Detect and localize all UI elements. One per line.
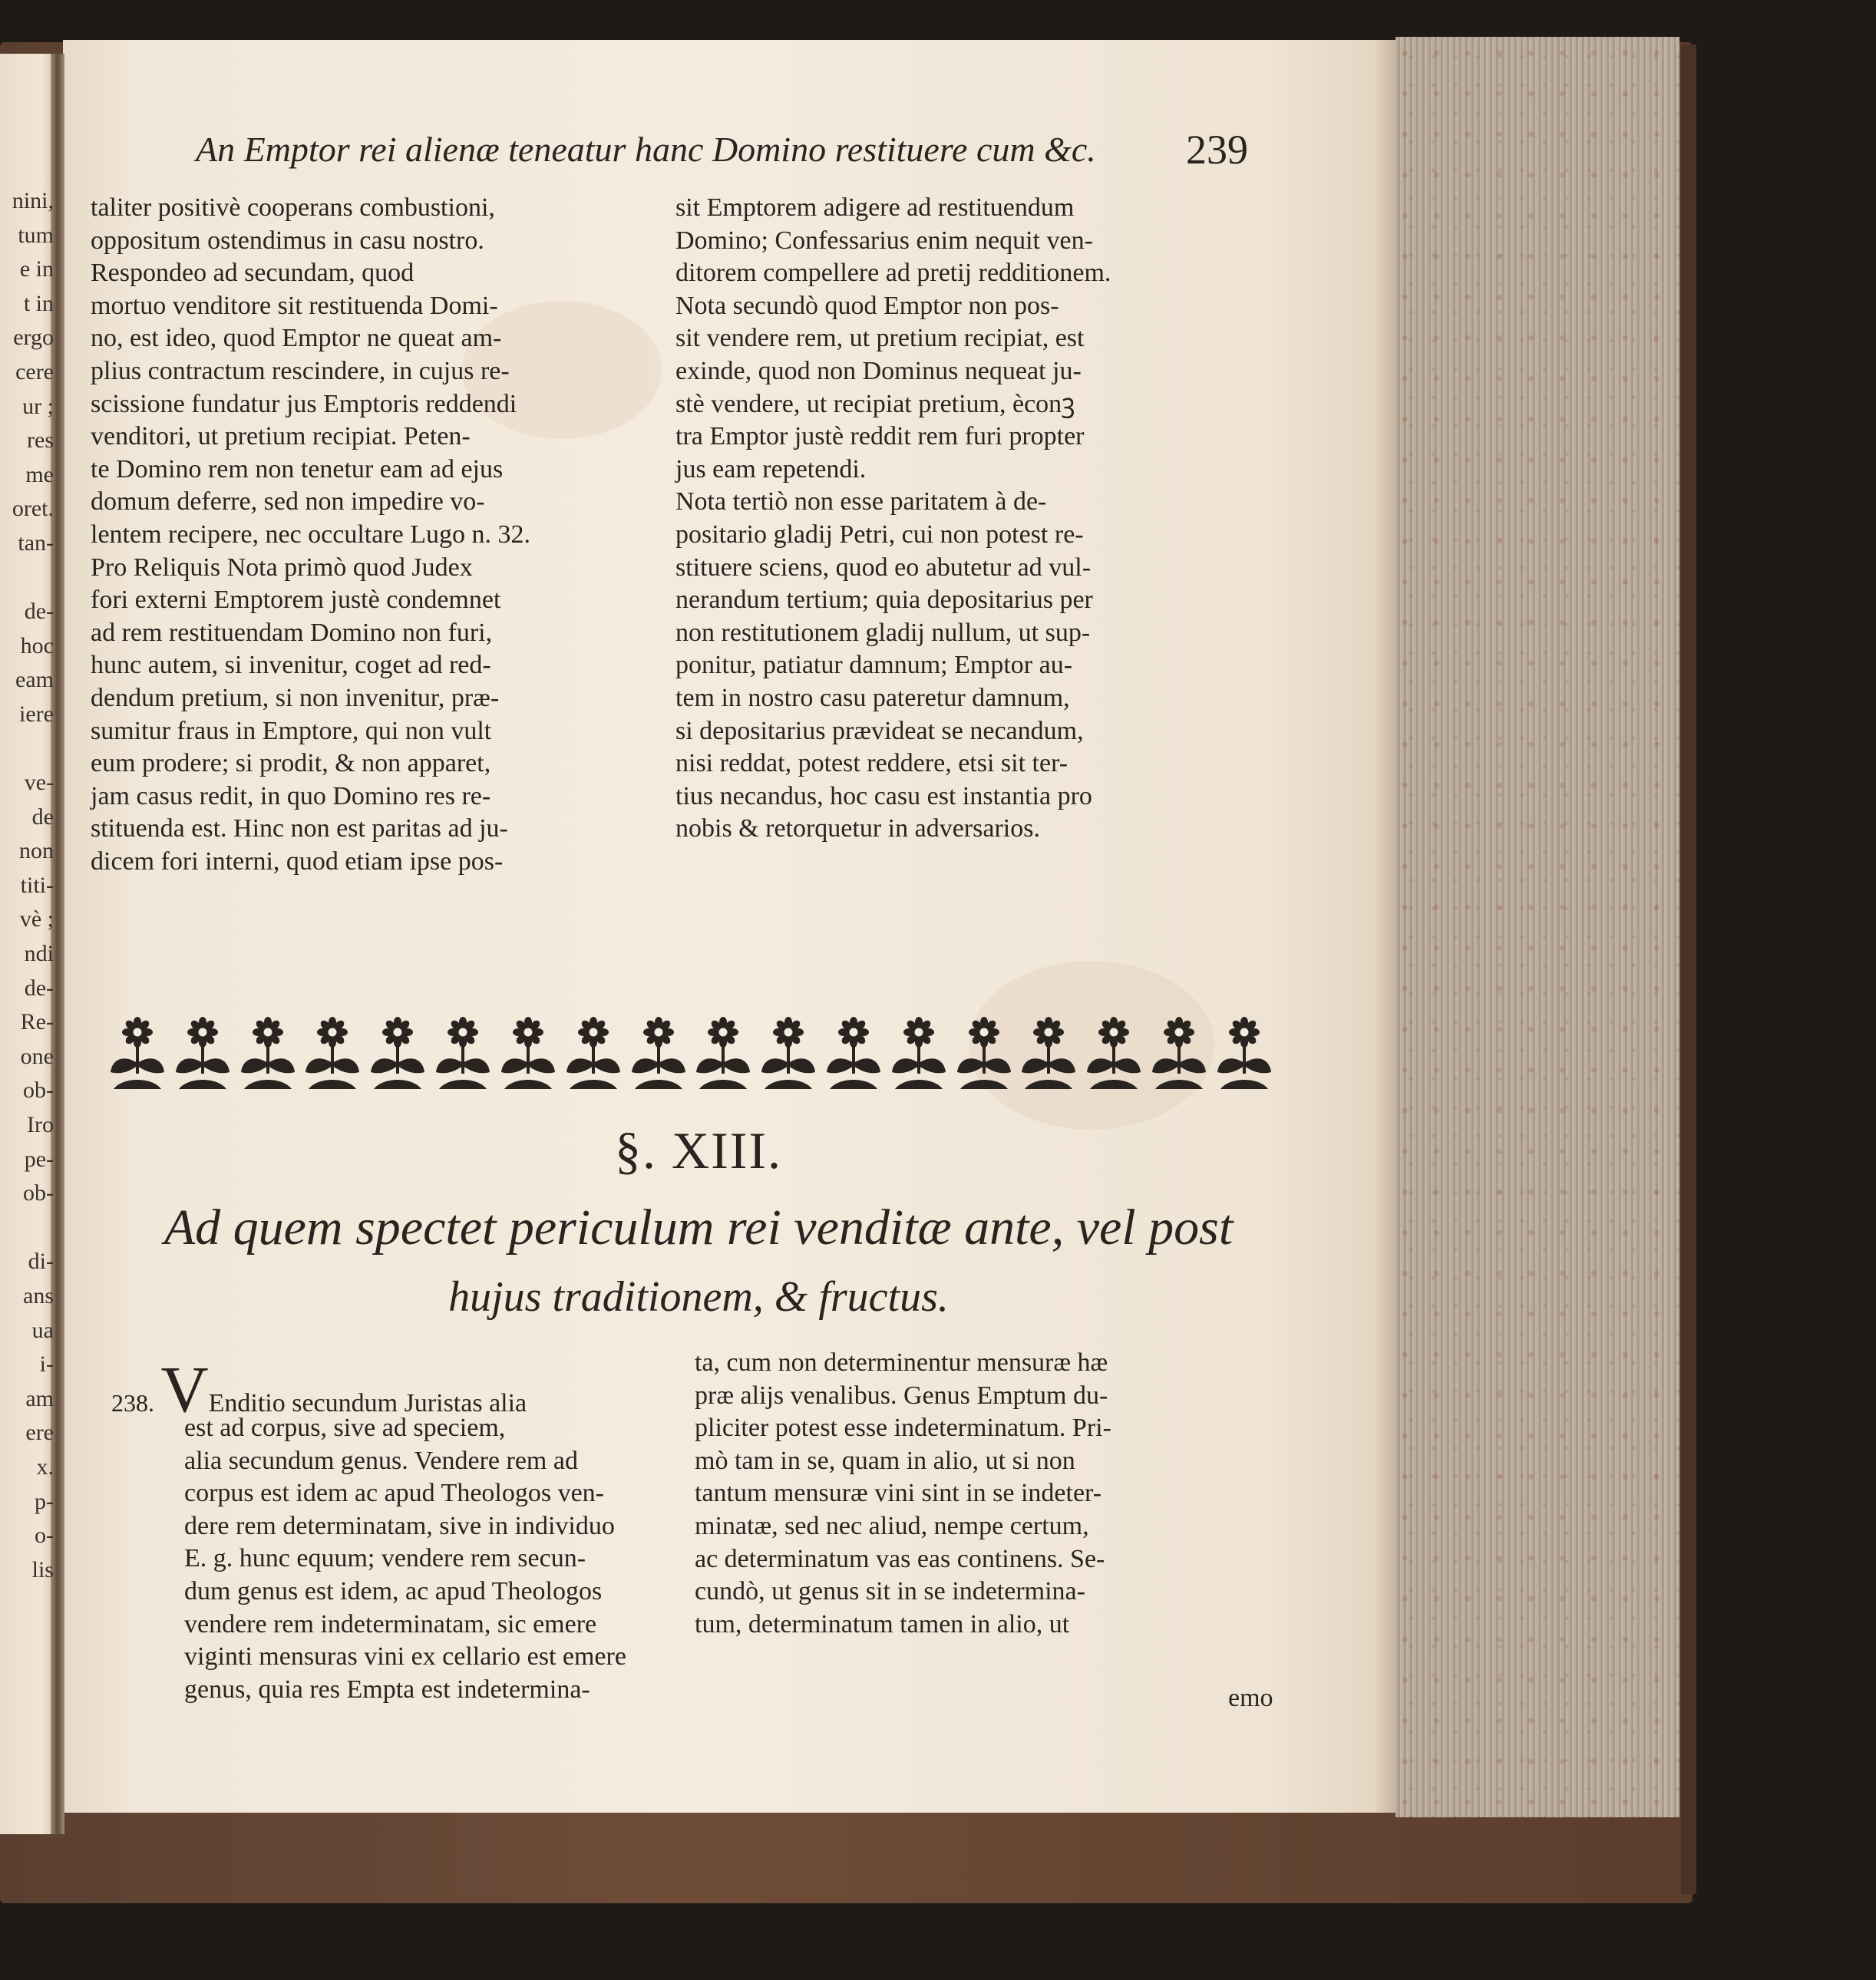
- text-line: genus, quia res Empta est indetermina-: [184, 1675, 590, 1704]
- flower-ornament-icon: [498, 1009, 558, 1094]
- text-line: Nota secundò quod Emptor non pos-: [675, 291, 1059, 320]
- text-line: dere rem determinatam, sive in individuo: [184, 1511, 615, 1540]
- previous-page-fragment: ndi: [24, 941, 54, 967]
- section-title-line-1: Ad quem spectet periculum rei venditæ ante, vel post: [163, 1200, 1234, 1256]
- previous-page-fragment: o-: [35, 1523, 54, 1549]
- text-line: tum, determinatum tamen in alio, ut: [695, 1609, 1070, 1638]
- flower-ornament-icon: [1214, 1009, 1274, 1094]
- text-line: eum prodere; si prodit, & non apparet,: [91, 749, 491, 778]
- text-line: nisi reddat, potest reddere, etsi sit ter-: [675, 749, 1068, 778]
- text-line: ta, cum non determinentur mensuræ hæ: [695, 1348, 1108, 1377]
- previous-page-fragment: ob-: [23, 1077, 54, 1104]
- text-line: vendere rem indeterminatam, sic emere: [184, 1609, 597, 1638]
- paragraph-number: 238.: [111, 1389, 154, 1417]
- text-line: taliter positivè cooperans combustioni,: [91, 193, 495, 222]
- lower-right-column: [695, 1347, 1282, 1641]
- previous-page-fragment: tan-: [18, 530, 54, 556]
- running-head: [196, 129, 1270, 175]
- previous-page-fragment: de-: [24, 599, 54, 625]
- binding-edge: [1681, 45, 1696, 1894]
- flower-ornament-icon: [1149, 1009, 1209, 1094]
- text-line: jus eam repetendi.: [675, 454, 867, 483]
- text-line: Nota tertiò non esse paritatem à de-: [675, 487, 1047, 516]
- text-line: sit vendere rem, ut pretium recipiat, est: [675, 324, 1085, 353]
- text-line: hunc autem, si invenitur, coget ad red-: [91, 651, 491, 680]
- previous-page-fragment: eam: [15, 667, 54, 693]
- previous-page-fragment: [0, 732, 54, 767]
- text-line: nobis & retorquetur in adversarios.: [675, 814, 1040, 843]
- previous-page-fragment: tum: [18, 222, 54, 248]
- text-line: est ad corpus, sive ad speciem,: [184, 1414, 506, 1442]
- text-line: positario gladij Petri, cui non potest re-: [675, 520, 1084, 549]
- flower-ornament-icon: [1084, 1009, 1144, 1094]
- upper-left-column: [91, 192, 655, 878]
- text-line: dum genus est idem, ac apud Theologos: [184, 1576, 603, 1605]
- text-line: scissione fundatur jus Emptoris reddendi: [91, 389, 517, 418]
- flower-ornament-icon: [107, 1009, 167, 1094]
- previous-page-fragment: di-: [28, 1249, 54, 1275]
- text-line: jam casus redit, in quo Domino res re-: [91, 781, 491, 810]
- text-line: stituere sciens, quod eo abutetur ad vul-: [675, 553, 1092, 582]
- flower-ornament-icon: [433, 1009, 493, 1094]
- lower-left-column: [111, 1352, 668, 1706]
- previous-page-fragment: t in: [23, 290, 54, 316]
- ornament-band: [107, 1009, 1274, 1094]
- previous-page-fragment: nini,: [12, 188, 54, 213]
- text-line: Pro Reliquis Nota primò quod Judex: [91, 553, 473, 582]
- previous-page-fragment: titi-: [20, 872, 54, 898]
- previous-page-fragment: [0, 561, 54, 596]
- text-line: nerandum tertium; quia depositarius per: [675, 586, 1093, 615]
- text-line: stituenda est. Hinc non est paritas ad ju-: [91, 814, 508, 843]
- previous-page-fragment: p-: [35, 1488, 54, 1514]
- previous-page-fragment: one: [20, 1043, 54, 1069]
- previous-page-fragment: am: [25, 1385, 54, 1411]
- previous-page-fragment: ua: [31, 1317, 54, 1343]
- text-line: oppositum ostendimus in casu nostro.: [91, 226, 484, 255]
- previous-page-fragment: [0, 1211, 54, 1246]
- text-line: te Domino rem non tenetur eam ad ejus: [91, 454, 504, 483]
- text-line: lentem recipere, nec occultare Lugo n. 32.: [91, 520, 531, 549]
- flower-ornament-icon: [693, 1009, 753, 1094]
- text-line: mortuo venditore sit restituenda Domi-: [91, 291, 498, 320]
- text-line: tius necandus, hoc casu est instantia pro: [675, 781, 1092, 810]
- text-line: domum deferre, sed non impedire vo-: [91, 487, 485, 516]
- previous-page-fragment: x.: [36, 1454, 54, 1480]
- previous-page-fragment: res: [27, 427, 54, 454]
- text-line: mò tam in se, quam in alio, ut si non: [695, 1446, 1075, 1475]
- flower-ornament-icon: [563, 1009, 623, 1094]
- previous-page-fragment: cere: [15, 358, 54, 384]
- previous-page-fragment: oret.: [12, 496, 54, 522]
- previous-page-fragment: non: [19, 838, 54, 864]
- flower-ornament-icon: [238, 1009, 298, 1094]
- drop-cap: V: [160, 1352, 209, 1426]
- previous-page-fragment: hoc: [20, 632, 54, 658]
- previous-page-fragment: me: [25, 461, 54, 487]
- flower-ornament-icon: [302, 1009, 362, 1094]
- page-number: 239: [1186, 127, 1248, 173]
- catchword: emo: [1228, 1684, 1273, 1712]
- previous-page-fragment: e in: [19, 256, 54, 282]
- section-number: §. XIII.: [614, 1121, 783, 1180]
- text-line: ac determinatum vas eas continens. Se-: [695, 1544, 1105, 1573]
- text-line: dendum pretium, si non invenitur, præ-: [91, 683, 500, 712]
- text-line: no, est ideo, quod Emptor ne queat am-: [91, 324, 502, 353]
- text-line: sumitur fraus in Emptore, qui non vult: [91, 716, 492, 745]
- flower-ornament-icon: [173, 1009, 233, 1094]
- text-line: pliciter potest esse indeterminatum. Pri-: [695, 1414, 1111, 1443]
- text-line: fori externi Emptorem justè condemnet: [91, 586, 501, 615]
- flower-ornament-icon: [368, 1009, 428, 1094]
- text-line: si depositarius prævideat se necandum,: [675, 716, 1084, 745]
- previous-page-fragment: vè ;: [19, 906, 54, 932]
- previous-page-fragment: Re-: [20, 1009, 54, 1035]
- previous-page-fragment: ere: [25, 1420, 54, 1446]
- flower-ornament-icon: [954, 1009, 1014, 1094]
- text-line: minatæ, sed nec aliud, nempe certum,: [695, 1511, 1089, 1540]
- first-line: Enditio secundum Juristas alia: [208, 1389, 527, 1417]
- previous-page-text-fragments: [0, 184, 54, 1587]
- text-line: sit Emptorem adigere ad restituendum: [675, 193, 1075, 222]
- text-line: viginti mensuras vini ex cellario est emere: [184, 1642, 626, 1671]
- upper-right-column: [675, 192, 1267, 846]
- previous-page-fragment: iere: [19, 701, 54, 727]
- previous-page-fragment: Iro: [27, 1112, 54, 1138]
- section-title-line-2: hujus traditionem, & fructus.: [448, 1273, 949, 1321]
- text-line: Domino; Confessarius enim nequit ven-: [675, 226, 1093, 255]
- fore-edge: [1395, 37, 1679, 1817]
- flower-ornament-icon: [758, 1009, 818, 1094]
- previous-page-fragment: ob-: [23, 1180, 54, 1206]
- previous-page-fragment: pe-: [24, 1146, 54, 1172]
- flower-ornament-icon: [1019, 1009, 1078, 1094]
- previous-page-fragment: lis: [31, 1556, 54, 1582]
- text-line: tem in nostro casu pateretur damnum,: [675, 683, 1070, 712]
- text-line: E. g. hunc equum; vendere rem secun-: [184, 1544, 586, 1573]
- flower-ornament-icon: [824, 1009, 884, 1094]
- text-line: ponitur, patiatur damnum; Emptor au-: [675, 651, 1073, 680]
- text-line: non restitutionem gladij nullum, ut sup-: [675, 618, 1091, 647]
- text-line: cundò, ut genus sit in se indetermina-: [695, 1577, 1085, 1606]
- text-line: corpus est idem ac apud Theologos ven-: [184, 1479, 605, 1508]
- text-line: plius contractum rescindere, in cujus re-: [91, 356, 510, 385]
- previous-page-fragment: de: [31, 804, 54, 830]
- previous-page-fragment: i-: [39, 1351, 54, 1378]
- previous-page-fragment: ve-: [24, 770, 54, 796]
- previous-page-fragment: de-: [24, 975, 54, 1001]
- text-line: Respondeo ad secundam, quod: [91, 259, 415, 288]
- text-line: ditorem compellere ad pretij redditionem.: [675, 259, 1111, 288]
- text-line: dicem fori interni, quod etiam ipse pos-: [91, 846, 504, 876]
- text-line: alia secundum genus. Vendere rem ad: [184, 1446, 578, 1475]
- running-head-title: An Emptor rei alienæ teneatur hanc Domino restituere cum &c.: [196, 130, 1096, 169]
- text-line: tra Emptor justè reddit rem furi propter: [675, 422, 1085, 451]
- previous-page-fragment: ergo: [13, 325, 54, 351]
- text-line: præ alijs venalibus. Genus Emptum du-: [695, 1381, 1108, 1410]
- flower-ornament-icon: [889, 1009, 949, 1094]
- section-title: [130, 1193, 1267, 1332]
- text-line: ad rem restituendam Domino non furi,: [91, 618, 493, 647]
- text-line: venditori, ut pretium recipiat. Peten-: [91, 422, 471, 451]
- text-line: exinde, quod non Dominus nequeat ju-: [675, 356, 1082, 385]
- previous-page-fragment: ans: [23, 1283, 54, 1308]
- flower-ornament-icon: [629, 1009, 689, 1094]
- text-line: stè vendere, ut recipiat pretium, èconꝫ: [675, 389, 1075, 418]
- text-line: tantum mensuræ vini sint in se indeter-: [695, 1479, 1102, 1508]
- previous-page-fragment: ur ;: [22, 393, 54, 419]
